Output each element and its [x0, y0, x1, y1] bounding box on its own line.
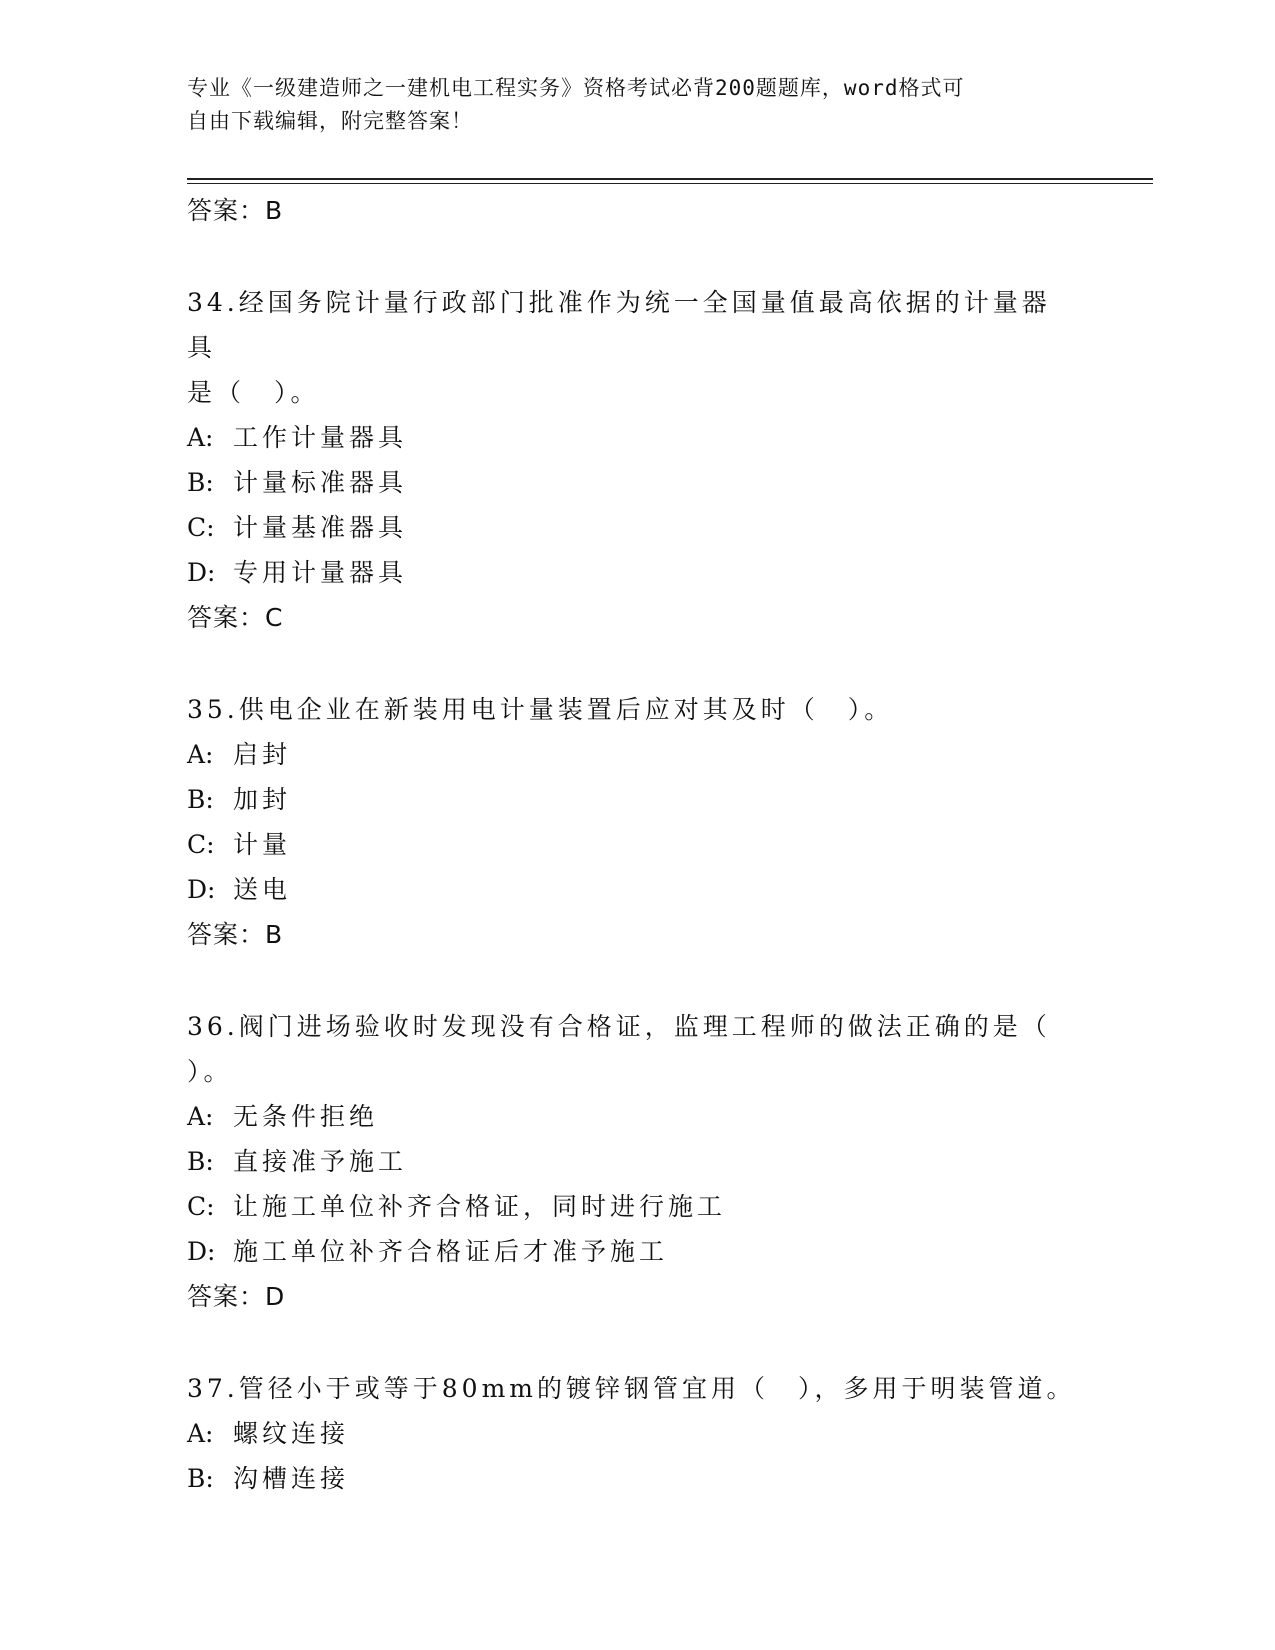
option-text: 无条件拒绝: [233, 1102, 379, 1131]
option-key: C:: [187, 1192, 215, 1221]
question-35: [187, 687, 1087, 958]
option-text: 工作计量器具: [233, 423, 408, 452]
spacer: [187, 641, 1087, 687]
question-stem-line: 36.阀门进场验收时发现没有合格证，监理工程师的做法正确的是（: [187, 1012, 1051, 1041]
option-a: [187, 1094, 1087, 1139]
option-c: [187, 505, 1087, 550]
option-key: B:: [187, 1147, 214, 1176]
answer: 答案：B: [187, 920, 284, 949]
option-text: 计量标准器具: [233, 468, 408, 497]
question-stem-line: 35.供电企业在新装用电计量装置后应对其及时（ ）。: [187, 695, 894, 724]
option-text: 启封: [233, 740, 292, 769]
option-text: 让施工单位补齐合格证，同时进行施工: [233, 1192, 727, 1221]
question-34: [187, 280, 1087, 641]
option-c: [187, 1184, 1087, 1229]
option-text: 加封: [233, 785, 292, 814]
option-key: D:: [187, 875, 216, 904]
question-stem-line: 是（ ）。: [187, 378, 320, 407]
option-text: 计量基准器具: [233, 513, 408, 542]
header-divider-thin: [187, 183, 1153, 184]
option-key: B:: [187, 468, 214, 497]
option-text: 螺纹连接: [233, 1419, 350, 1448]
spacer: [187, 1320, 1087, 1366]
option-key: A:: [187, 740, 214, 769]
option-text: 计量: [233, 830, 292, 859]
question-stem: [187, 687, 1077, 732]
option-key: C:: [187, 513, 215, 542]
header-divider-thick: [187, 178, 1153, 180]
option-b: [187, 460, 1087, 505]
document-header: [187, 72, 1067, 138]
option-key: C:: [187, 830, 215, 859]
option-key: A:: [187, 1102, 214, 1131]
option-key: D:: [187, 558, 216, 587]
option-d: [187, 1229, 1087, 1274]
question-list: [187, 188, 1087, 1501]
question-stem: [187, 280, 1077, 415]
option-text: 送电: [233, 875, 292, 904]
question-stem-line: 34.经国务院计量行政部门批准作为统一全国量值最高依据的计量器具: [187, 288, 1051, 362]
option-b: [187, 1456, 1087, 1501]
option-c: [187, 822, 1087, 867]
previous-answer: 答案：B: [187, 196, 284, 225]
question-stem: [187, 1004, 1077, 1094]
option-key: A:: [187, 423, 214, 452]
option-text: 直接准予施工: [233, 1147, 408, 1176]
option-a: [187, 732, 1087, 777]
question-stem-line: ）。: [187, 1057, 233, 1086]
option-b: [187, 777, 1087, 822]
question-37: [187, 1366, 1087, 1501]
spacer: [187, 958, 1087, 1004]
answer: 答案：C: [187, 603, 284, 632]
option-key: B:: [187, 785, 214, 814]
option-key: A:: [187, 1419, 214, 1448]
option-b: [187, 1139, 1087, 1184]
option-a: [187, 415, 1087, 460]
question-stem: [187, 1366, 1077, 1411]
option-key: D:: [187, 1237, 216, 1266]
spacer: [187, 234, 1087, 280]
option-key: B:: [187, 1464, 214, 1493]
option-a: [187, 1411, 1087, 1456]
option-d: [187, 867, 1087, 912]
question-stem-line: 37.管径小于或等于80mm的镀锌钢管宜用（ ），多用于明装管道。: [187, 1374, 1076, 1403]
answer: 答案：D: [187, 1282, 286, 1311]
option-d: [187, 550, 1087, 595]
option-text: 专用计量器具: [233, 558, 408, 587]
option-text: 沟槽连接: [233, 1464, 350, 1493]
question-36: [187, 1004, 1087, 1320]
header-line-2: 自由下载编辑，附完整答案！: [187, 109, 473, 133]
header-line-1: 专业《一级建造师之一建机电工程实务》资格考试必背200题题库，word格式可: [187, 76, 965, 100]
option-text: 施工单位补齐合格证后才准予施工: [233, 1237, 669, 1266]
